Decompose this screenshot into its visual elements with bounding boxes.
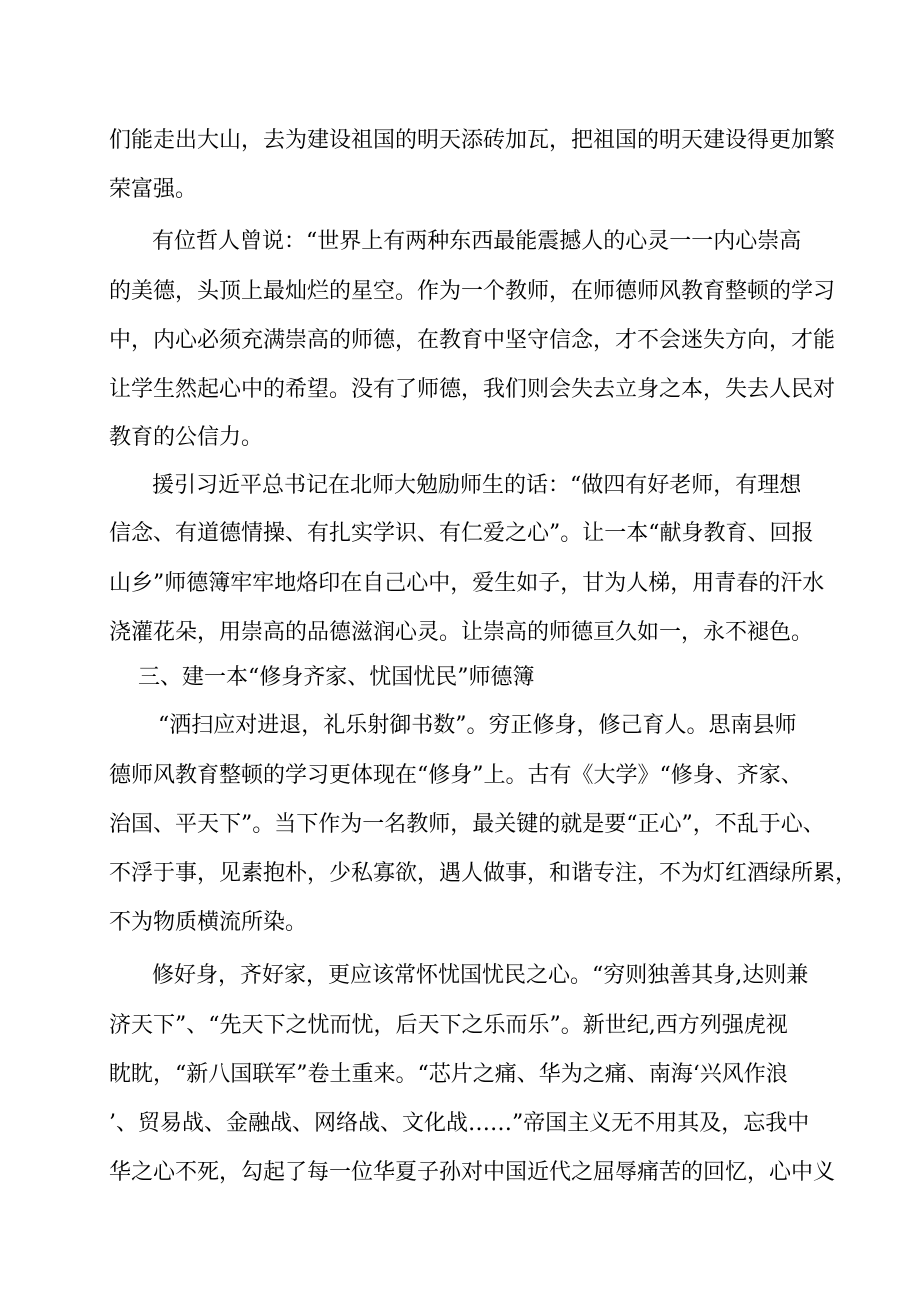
text-line: 让学生然起心中的希望。没有了师德，我们则会失去立身之本，失去人民对 xyxy=(109,377,836,402)
text-line: 浇灌花朵，用崇高的品德滋润心灵。让崇高的师德亘久如一，永不褪色。 xyxy=(109,620,814,645)
text-line: 们能走出大山，去为建设祖国的明天添砖加瓦，把祖国的明天建设得更加繁 xyxy=(109,128,836,153)
text-line: 治国、平天下”。当下作为一名教师，最关键的就是要“正心”，不乱于心、 xyxy=(109,812,825,837)
text-line: 中，内心必须充满崇高的师德，在教育中坚守信念，才不会迷失方向，才能 xyxy=(109,328,836,353)
text-line: 援引习近平总书记在北师大勉励师生的话：“做四有好老师，有理想 xyxy=(152,473,802,498)
text-line: 教育的公信力。 xyxy=(109,425,264,450)
text-line: 眈眈，“新八国联军”卷土重来。“芯片之痛、华为之痛、南海‘兴风作浪 xyxy=(109,1062,788,1087)
text-line: 有位哲人曾说：“世界上有两种东西最能震撼人的心灵一一内心崇高 xyxy=(152,229,802,254)
text-line: 济天下”、“先天下之忧而忧，后天下之乐而乐”。新世纪,西方列强虎视 xyxy=(109,1013,788,1038)
text-line: 的美德，头顶上最灿烂的星空。作为一个教师，在师德师风教育整顿的学习 xyxy=(109,279,836,304)
text-line: 不浮于事，见素抱朴，少私寡欲，遇人做事，和谐专注，不为灯红酒绿所累， xyxy=(109,861,858,886)
text-line: 信念、有道德情操、有扎实学识、有仁爱之心”。让一本“献身教育、回报 xyxy=(109,521,814,546)
text-line: 山乡”师德簿牢牢地烙印在自己心中，爱生如子，甘为人梯，用青春的汗水 xyxy=(109,571,825,596)
text-line: 德师风教育整顿的学习更体现在“修身”上。古有《大学》“修身、齐家、 xyxy=(109,763,803,788)
text-line: 不为物质横流所染。 xyxy=(109,910,308,935)
text-line: 荣富强。 xyxy=(109,177,198,202)
section-heading: 三、建一本“修身齐家、忧国忧民”师德簿 xyxy=(138,665,535,690)
text-line: 华之心不死，勾起了每一位华夏子孙对中国近代之屈辱痛苦的回忆，心中义 xyxy=(109,1160,836,1185)
text-line: 修好身，齐好家，更应该常怀忧国忧民之心。“穷则独善其身,达则兼 xyxy=(152,963,809,988)
text-line: “洒扫应对进退，礼乐射御书数”。穷正修身，修己育人。思南县师 xyxy=(158,713,797,738)
text-line: ’、贸易战、金融战、网络战、文化战……”帝国主义无不用其及，忘我中 xyxy=(109,1111,810,1136)
